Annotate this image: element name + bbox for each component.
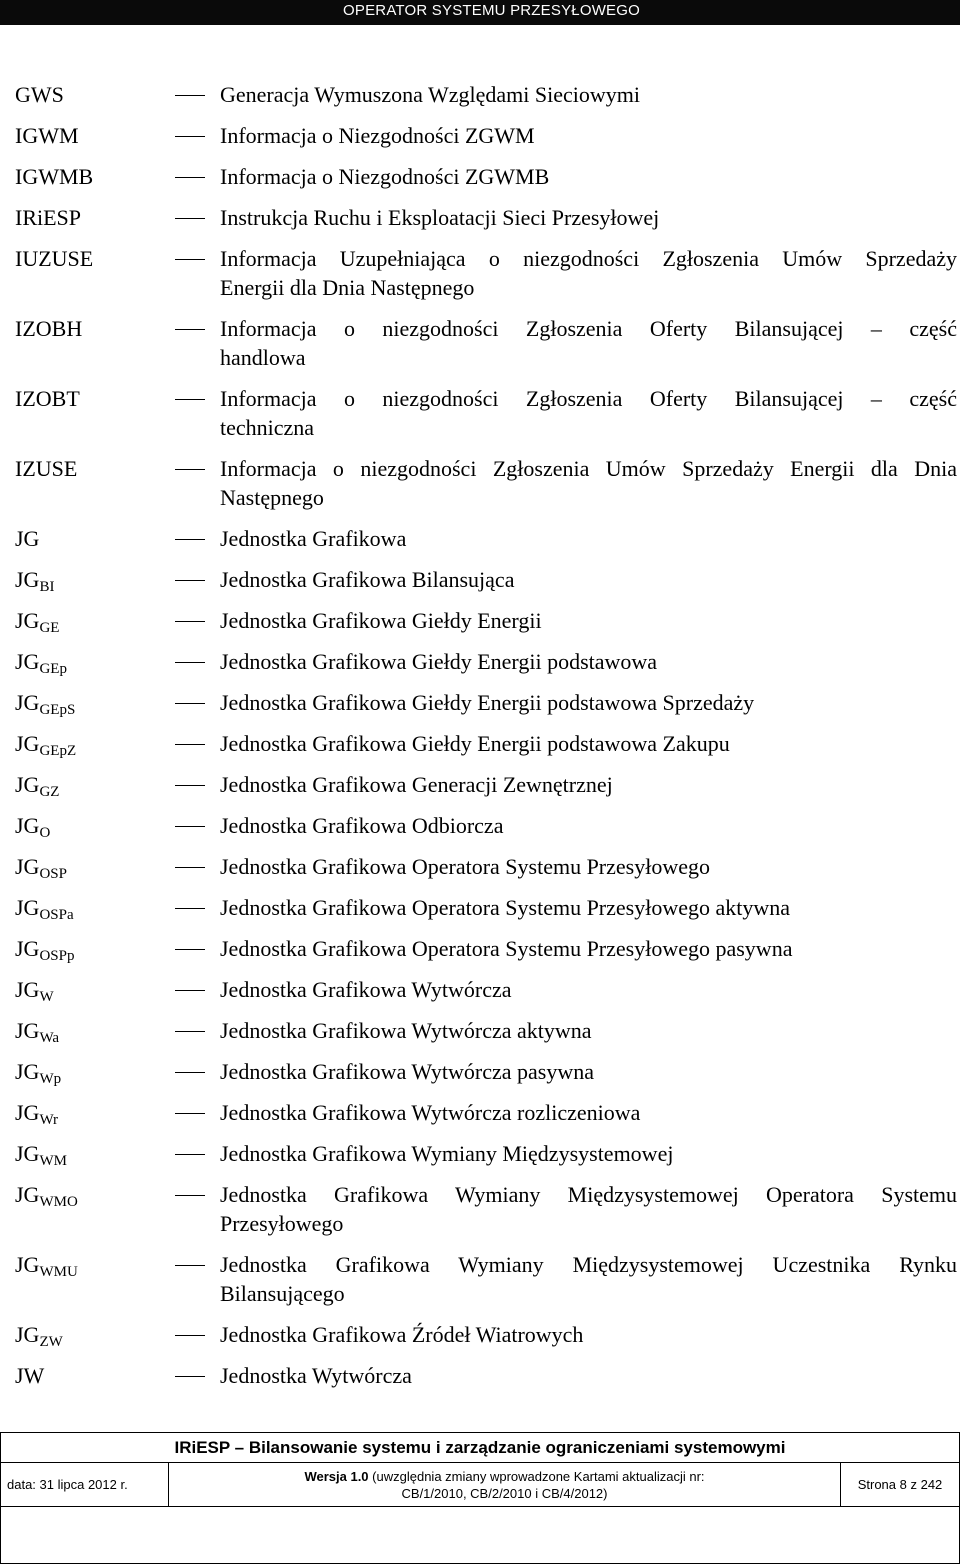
abbreviation-definition — [220, 1320, 957, 1349]
definition-line-1: Jednostka Grafikowa Giełdy Energii podstawowa Sprzedaży — [220, 690, 755, 715]
abbreviation-term — [15, 852, 67, 889]
abbreviation-base: IRiESP — [15, 205, 82, 230]
definition-line-1: Informacja o Niezgodności ZGWM — [220, 123, 535, 148]
definition-line-1: Jednostka Grafikowa — [220, 526, 407, 551]
abbreviation-base: JG — [15, 1322, 40, 1347]
abbreviation-term — [15, 162, 93, 191]
abbreviation-definition — [220, 1057, 957, 1086]
definition-line-2: techniczna — [220, 415, 315, 440]
abbreviation-definition — [220, 606, 957, 635]
definition-line-1: Jednostka Grafikowa Operatora Systemu Przesyłowego — [220, 854, 710, 879]
abbreviation-base: JG — [15, 1252, 40, 1277]
abbreviation-definition — [220, 975, 957, 1004]
list-item — [0, 889, 960, 930]
abbreviation-subscript: WMU — [39, 1264, 78, 1280]
abbreviation-base: JG — [15, 567, 40, 592]
definition-line-1: Jednostka Grafikowa Wymiany Międzysystemowej Uczestnika Rynku — [220, 1252, 957, 1277]
list-item — [0, 1012, 960, 1053]
separator-dash — [175, 1376, 205, 1377]
separator-dash — [175, 990, 205, 991]
definition-line-1: Informacja Uzupełniająca o niezgodności Zgłoszenia Umów Sprzedaży — [220, 246, 957, 271]
list-item — [0, 450, 960, 520]
definition-line-2: Bilansującego — [220, 1281, 345, 1306]
list-item — [0, 310, 960, 380]
abbreviation-base: JG — [15, 1018, 40, 1043]
abbreviation-subscript: ZW — [39, 1334, 63, 1350]
abbreviation-term — [15, 770, 59, 807]
footer-info-row — [1, 1463, 959, 1507]
abbreviation-term — [15, 934, 74, 971]
abbreviation-base: IGWM — [15, 123, 79, 148]
separator-dash — [175, 136, 205, 137]
definition-line-2: Przesyłowego — [220, 1211, 344, 1236]
abbreviation-term — [15, 565, 54, 602]
page-footer — [0, 1432, 960, 1564]
abbreviation-term — [15, 647, 67, 684]
abbreviation-term — [15, 121, 79, 150]
footer-version-label: Wersja 1.0 — [304, 1469, 369, 1484]
abbreviation-subscript: OSPp — [39, 948, 75, 964]
abbreviation-subscript: WM — [39, 1153, 67, 1169]
abbreviation-term — [15, 524, 39, 553]
abbreviation-subscript: GE — [39, 620, 60, 636]
abbreviation-term — [15, 1250, 78, 1287]
list-item — [0, 807, 960, 848]
definition-line-2: handlowa — [220, 345, 306, 370]
abbreviation-subscript: Wp — [39, 1071, 62, 1087]
definition-line-2: Następnego — [220, 485, 324, 510]
abbreviation-definition — [220, 454, 957, 512]
abbreviation-definition — [220, 1098, 957, 1127]
abbreviation-base: JG — [15, 649, 40, 674]
list-item — [0, 684, 960, 725]
list-item — [0, 643, 960, 684]
separator-dash — [175, 908, 205, 909]
abbreviation-subscript: GEp — [39, 661, 67, 677]
separator-dash — [175, 867, 205, 868]
list-item — [0, 1316, 960, 1357]
separator-dash — [175, 539, 205, 540]
list-item — [0, 1135, 960, 1176]
list-item — [0, 1094, 960, 1135]
abbreviation-base: IUZUSE — [15, 246, 94, 271]
separator-dash — [175, 329, 205, 330]
abbreviation-subscript: Wa — [39, 1030, 60, 1046]
footer-page-number: Strona 8 z 242 — [857, 1477, 943, 1492]
definition-line-1: Informacja o Niezgodności ZGWMB — [220, 164, 550, 189]
definition-line-1: Jednostka Grafikowa Generacji Zewnętrznej — [220, 772, 613, 797]
separator-dash — [175, 662, 205, 663]
abbreviation-term — [15, 1139, 67, 1176]
list-item — [0, 848, 960, 889]
list-item — [0, 380, 960, 450]
separator-dash — [175, 259, 205, 260]
definition-line-1: Jednostka Grafikowa Operatora Systemu Przesyłowego pasywna — [220, 936, 793, 961]
abbreviation-base: JG — [15, 608, 40, 633]
definition-line-1: Jednostka Grafikowa Wytwórcza pasywna — [220, 1059, 594, 1084]
abbreviation-subscript: Wr — [39, 1112, 59, 1128]
abbreviation-term — [15, 1361, 44, 1390]
separator-dash — [175, 621, 205, 622]
list-item — [0, 1357, 960, 1398]
abbreviation-definition — [220, 893, 957, 922]
abbreviation-definition — [220, 80, 957, 109]
list-item — [0, 725, 960, 766]
abbreviation-definition — [220, 811, 957, 840]
separator-dash — [175, 177, 205, 178]
abbreviation-base: JG — [15, 1182, 40, 1207]
abbreviation-definition — [220, 647, 957, 676]
abbreviation-term — [15, 244, 93, 273]
separator-dash — [175, 1265, 205, 1266]
separator-dash — [175, 785, 205, 786]
abbreviation-term — [15, 203, 81, 232]
abbreviation-term — [15, 1320, 63, 1357]
separator-dash — [175, 744, 205, 745]
abbreviation-subscript: OSPa — [39, 907, 74, 923]
abbreviation-base: IZOBH — [15, 316, 83, 341]
definition-line-1: Jednostka Grafikowa Wytwórcza rozliczeniowa — [220, 1100, 641, 1125]
abbreviation-base: JG — [15, 772, 40, 797]
abbreviation-base: JG — [15, 936, 40, 961]
abbreviation-definition — [220, 1139, 957, 1168]
abbreviation-base: JG — [15, 526, 40, 551]
definition-line-1: Informacja o niezgodności Zgłoszenia Oferty Bilansującej – część — [220, 316, 957, 341]
list-item — [0, 971, 960, 1012]
definition-line-2: Energii dla Dnia Następnego — [220, 275, 475, 300]
abbreviation-term — [15, 454, 77, 483]
abbreviation-base: IZUSE — [15, 456, 78, 481]
separator-dash — [175, 826, 205, 827]
page-header-title: OPERATOR SYSTEMU PRZESYŁOWEGO — [343, 2, 640, 19]
abbreviation-base: JG — [15, 977, 40, 1002]
footer-version-note-2: CB/1/2010, CB/2/2010 i CB/4/2012) — [401, 1486, 608, 1501]
definition-line-1: Jednostka Grafikowa Operatora Systemu Przesyłowego aktywna — [220, 895, 791, 920]
abbreviation-term — [15, 314, 82, 343]
definition-line-1: Jednostka Grafikowa Bilansująca — [220, 567, 515, 592]
abbreviation-base: JG — [15, 895, 40, 920]
separator-dash — [175, 1072, 205, 1073]
definition-line-1: Generacja Wymuszona Względami Sieciowymi — [220, 82, 640, 107]
abbreviation-subscript: W — [39, 989, 54, 1005]
abbreviation-definition — [220, 524, 957, 553]
abbreviation-base: IZOBT — [15, 386, 80, 411]
list-item — [0, 602, 960, 643]
list-item — [0, 158, 960, 199]
list-item — [0, 240, 960, 310]
abbreviation-definition — [220, 162, 957, 191]
list-item — [0, 561, 960, 602]
separator-dash — [175, 399, 205, 400]
list-item — [0, 1176, 960, 1246]
abbreviation-definition — [220, 852, 957, 881]
abbreviation-term — [15, 1057, 61, 1094]
abbreviation-term — [15, 688, 75, 725]
abbreviation-definition — [220, 384, 957, 442]
separator-dash — [175, 95, 205, 96]
definition-line-1: Jednostka Grafikowa Wytwórcza aktywna — [220, 1018, 592, 1043]
abbreviation-definition — [220, 729, 957, 758]
list-item — [0, 1053, 960, 1094]
footer-version — [169, 1463, 841, 1506]
list-item — [0, 199, 960, 240]
abbreviation-base: JG — [15, 690, 40, 715]
abbreviation-definition — [220, 1016, 957, 1045]
list-item — [0, 76, 960, 117]
abbreviation-definition — [220, 565, 957, 594]
definition-line-1: Jednostka Grafikowa Źródeł Wiatrowych — [220, 1322, 584, 1347]
abbreviation-term — [15, 811, 50, 848]
abbreviation-definition — [220, 688, 957, 717]
abbreviation-term — [15, 606, 59, 643]
abbreviation-definition — [220, 121, 957, 150]
abbreviation-term — [15, 384, 80, 413]
separator-dash — [175, 1031, 205, 1032]
definition-line-1: Jednostka Grafikowa Giełdy Energii — [220, 608, 542, 633]
definition-line-1: Informacja o niezgodności Zgłoszenia Umów Sprzedaży Energii dla Dnia — [220, 456, 957, 481]
abbreviation-base: JG — [15, 854, 40, 879]
abbreviation-subscript: OSP — [39, 866, 67, 882]
separator-dash — [175, 1335, 205, 1336]
definition-line-1: Jednostka Wytwórcza — [220, 1363, 412, 1388]
definition-line-1: Jednostka Grafikowa Giełdy Energii podstawowa Zakupu — [220, 731, 730, 756]
abbreviation-base: IGWMB — [15, 164, 94, 189]
separator-dash — [175, 1154, 205, 1155]
abbreviation-base: JG — [15, 1141, 40, 1166]
page-header-bar — [0, 0, 960, 25]
abbreviation-base: GWS — [15, 82, 64, 107]
abbreviation-subscript: BI — [39, 579, 55, 595]
definition-line-1: Instrukcja Ruchu i Eksploatacji Sieci Przesyłowej — [220, 205, 660, 230]
abbreviation-term — [15, 1180, 78, 1217]
abbreviation-definition — [220, 934, 957, 963]
definition-line-1: Informacja o niezgodności Zgłoszenia Oferty Bilansującej – część — [220, 386, 957, 411]
abbreviation-base: JG — [15, 1100, 40, 1125]
definition-line-1: Jednostka Grafikowa Giełdy Energii podstawowa — [220, 649, 658, 674]
separator-dash — [175, 949, 205, 950]
abbreviation-term — [15, 1016, 59, 1053]
list-item — [0, 930, 960, 971]
abbreviation-definition — [220, 1361, 957, 1390]
definition-line-1: Jednostka Grafikowa Wymiany Międzysystemowej — [220, 1141, 674, 1166]
definition-line-1: Jednostka Grafikowa Wymiany Międzysystemowej Operatora Systemu — [220, 1182, 957, 1207]
abbreviation-term — [15, 80, 64, 109]
list-item — [0, 766, 960, 807]
abbreviation-subscript: GEpS — [39, 702, 76, 718]
list-item — [0, 117, 960, 158]
footer-document-title: IRiESP – Bilansowanie systemu i zarządzanie ograniczeniami systemowymi — [1, 1433, 959, 1463]
abbreviation-term — [15, 729, 76, 766]
abbreviation-base: JW — [15, 1363, 45, 1388]
list-item — [0, 520, 960, 561]
abbreviation-subscript: O — [39, 825, 51, 841]
separator-dash — [175, 580, 205, 581]
definition-line-1: Jednostka Grafikowa Odbiorcza — [220, 813, 504, 838]
separator-dash — [175, 469, 205, 470]
abbreviation-base: JG — [15, 731, 40, 756]
separator-dash — [175, 703, 205, 704]
abbreviation-definition — [220, 203, 957, 232]
footer-date: data: 31 lipca 2012 r. — [1, 1463, 169, 1506]
abbreviation-definition — [220, 314, 957, 372]
abbreviation-term — [15, 893, 74, 930]
abbreviation-subscript: GEpZ — [39, 743, 77, 759]
abbreviation-definition — [220, 1180, 957, 1238]
list-item — [0, 1246, 960, 1316]
abbreviation-subscript: WMO — [39, 1194, 78, 1210]
abbreviation-term — [15, 1098, 58, 1135]
abbreviation-list — [0, 76, 960, 1398]
abbreviation-subscript: GZ — [39, 784, 60, 800]
separator-dash — [175, 218, 205, 219]
abbreviation-term — [15, 975, 54, 1012]
separator-dash — [175, 1113, 205, 1114]
separator-dash — [175, 1195, 205, 1196]
abbreviation-definition — [220, 1250, 957, 1308]
definition-line-1: Jednostka Grafikowa Wytwórcza — [220, 977, 512, 1002]
abbreviation-base: JG — [15, 813, 40, 838]
abbreviation-definition — [220, 244, 957, 302]
footer-version-note: (uwzględnia zmiany wprowadzone Kartami aktualizacji nr: — [372, 1469, 705, 1484]
abbreviation-base: JG — [15, 1059, 40, 1084]
abbreviation-definition — [220, 770, 957, 799]
